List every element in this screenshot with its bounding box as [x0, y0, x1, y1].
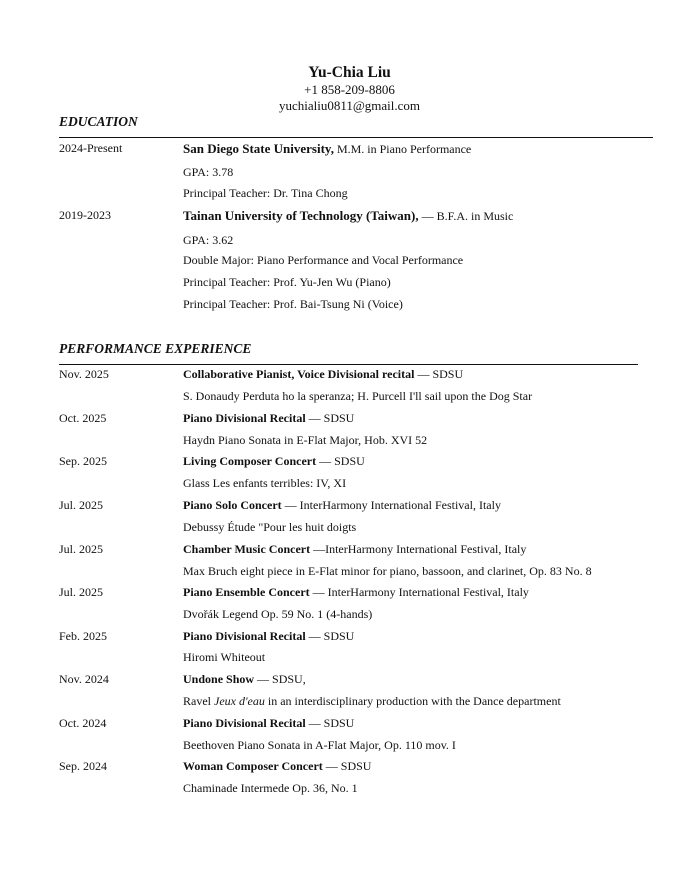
institution-name: Tainan University of Technology (Taiwan),: [183, 208, 419, 223]
event-name: Woman Composer Concert: [183, 759, 323, 773]
entry-detail: Double Major: Piano Performance and Vocal Performance: [183, 253, 464, 267]
entry-detail: Principal Teacher: Dr. Tina Chong: [183, 186, 348, 200]
entry-date: Feb. 2025: [59, 629, 107, 643]
repertoire-line: Hiromi Whiteout: [183, 650, 266, 664]
repertoire-line: Haydn Piano Sonata in E-Flat Major, Hob. XVI 52: [183, 433, 428, 447]
entry-date: Sep. 2024: [59, 759, 107, 773]
entry-detail: GPA: 3.62: [183, 233, 234, 247]
performance-heading: PERFORMANCE EXPERIENCE: [59, 341, 252, 356]
degree-name: — B.F.A. in Music: [418, 209, 514, 223]
event-name: Piano Divisional Recital: [183, 716, 306, 730]
repertoire-line: [183, 694, 561, 709]
event-venue: — SDSU: [316, 454, 365, 468]
entry-detail: GPA: 3.78: [183, 165, 234, 179]
entry-date: Nov. 2024: [59, 672, 109, 686]
entry-heading: [183, 141, 471, 157]
education-divider: [59, 137, 653, 138]
entry-date: 2019-2023: [59, 208, 111, 222]
entry-heading: [183, 672, 306, 687]
entry-heading: [183, 542, 526, 557]
entry-date: Sep. 2025: [59, 454, 107, 468]
event-venue: — SDSU: [305, 716, 355, 730]
repertoire-composer: Ravel: [183, 694, 214, 708]
event-name: Piano Solo Concert: [183, 498, 282, 512]
event-name: Undone Show: [183, 672, 255, 686]
event-name: Living Composer Concert: [183, 454, 317, 468]
entry-date: Oct. 2025: [59, 411, 107, 425]
entry-heading: [183, 454, 365, 469]
entry-heading: [183, 498, 501, 513]
event-name: Piano Divisional Recital: [183, 629, 306, 643]
event-venue: — InterHarmony International Festival, Italy: [281, 498, 501, 512]
repertoire-line: Chaminade Intermede Op. 36, No. 1: [183, 781, 358, 795]
event-venue: — InterHarmony International Festival, Italy: [309, 585, 529, 599]
degree-name: M.M. in Piano Performance: [333, 142, 472, 156]
event-name: Collaborative Pianist, Voice Divisional recital: [183, 367, 415, 381]
entry-detail: Principal Teacher: Prof. Bai-Tsung Ni (Voice): [183, 297, 403, 311]
resume-header: [0, 64, 699, 114]
event-venue: — SDSU: [414, 367, 464, 381]
entry-heading: [183, 716, 354, 731]
repertoire-line: Beethoven Piano Sonata in A-Flat Major, Op. 110 mov. I: [183, 738, 456, 752]
repertoire-line: Max Bruch eight piece in E-Flat minor for piano, bassoon, and clarinet, Op. 83 No. 8: [183, 564, 592, 578]
entry-heading: [183, 367, 463, 382]
entry-date: 2024-Present: [59, 141, 123, 155]
event-venue: — SDSU: [305, 411, 355, 425]
event-venue: —InterHarmony International Festival, Italy: [310, 542, 527, 556]
repertoire-line: Debussy Étude "Pour les huit doigts: [183, 520, 357, 534]
event-venue: — SDSU: [305, 629, 355, 643]
institution-name: San Diego State University,: [183, 141, 334, 156]
entry-heading: [183, 629, 354, 644]
event-venue: — SDSU: [322, 759, 372, 773]
event-name: Chamber Music Concert: [183, 542, 311, 556]
entry-heading: [183, 208, 513, 224]
entry-date: Jul. 2025: [59, 542, 104, 556]
entry-heading: [183, 759, 371, 774]
entry-date: Jul. 2025: [59, 498, 104, 512]
event-name: Piano Divisional Recital: [183, 411, 306, 425]
repertoire-title: Jeux d'eau: [214, 694, 265, 708]
entry-date: Nov. 2025: [59, 367, 109, 381]
entry-date: Jul. 2025: [59, 585, 104, 599]
email-address: yuchialiu0811@gmail.com: [278, 98, 421, 113]
entry-date: Oct. 2024: [59, 716, 107, 730]
education-heading: EDUCATION: [59, 114, 138, 129]
repertoire-note: in an interdisciplinary production with the Dance department: [264, 694, 561, 708]
entry-detail: Principal Teacher: Prof. Yu-Jen Wu (Piano): [183, 275, 391, 289]
phone-number: +1 858-209-8806: [304, 82, 395, 97]
entry-heading: [183, 585, 529, 600]
performance-divider: [59, 364, 638, 365]
event-venue: — SDSU,: [254, 672, 306, 686]
entry-heading: [183, 411, 354, 426]
candidate-name: Yu-Chia Liu: [308, 64, 391, 81]
repertoire-line: Dvořák Legend Op. 59 No. 1 (4-hands): [183, 607, 373, 621]
repertoire-line: Glass Les enfants terribles: IV, XI: [183, 476, 347, 490]
event-name: Piano Ensemble Concert: [183, 585, 310, 599]
repertoire-line: S. Donaudy Perduta ho la speranza; H. Purcell I'll sail upon the Dog Star: [183, 389, 533, 403]
